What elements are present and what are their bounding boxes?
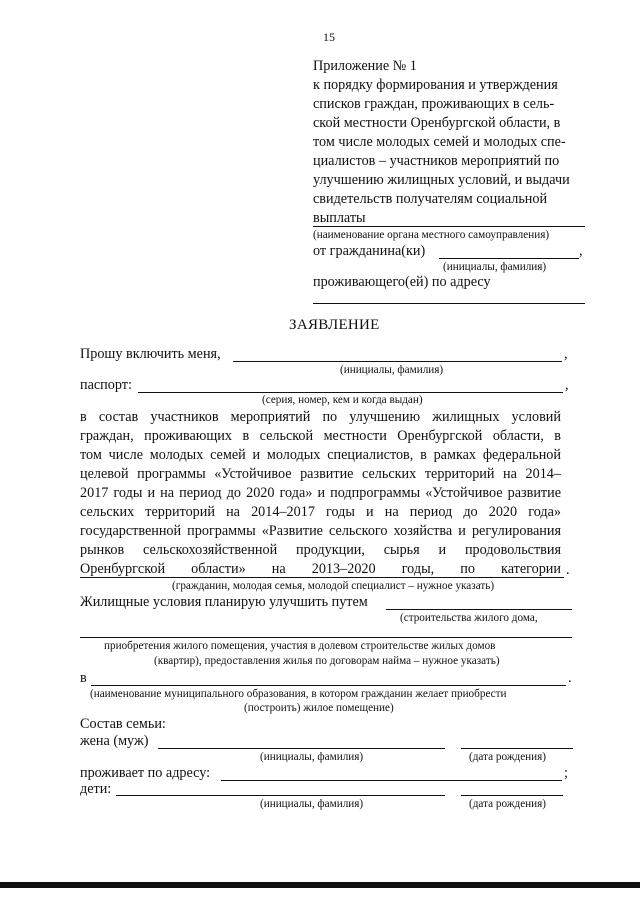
body-line: целевой программы «Устойчивое развитие сельских территорий на 2014– — [80, 466, 561, 482]
appendix-line: циалистов – участников мероприятий по — [313, 153, 560, 169]
document-title: ЗАЯВЛЕНИЕ — [289, 317, 380, 333]
body-line: граждан, проживающих в сельской местности Оренбургской области, в — [80, 428, 561, 444]
family-address-field[interactable] — [221, 780, 562, 781]
request-name-hint: (инициалы, фамилия) — [340, 364, 444, 376]
family-title: Состав семьи: — [80, 716, 166, 732]
from-label: от гражданина(ки) — [313, 243, 426, 259]
children-birth-field[interactable] — [461, 795, 563, 796]
body-line: государственной программы «Развитие сельского хозяйства и регулирования — [80, 523, 561, 539]
municipality-field[interactable] — [91, 685, 566, 686]
appendix-line: ской местности Оренбургской области, в — [313, 115, 561, 131]
org-name-hint: (наименование органа местного самоуправления) — [313, 229, 550, 241]
housing-method-field-2[interactable] — [80, 637, 572, 638]
appendix-line: улучшению жилищных условий, и выдачи — [313, 172, 570, 188]
bottom-border — [0, 882, 640, 888]
body-line: рынков сельскохозяйственной продукции, сырья и продовольствия — [80, 542, 561, 558]
comma: , — [564, 346, 568, 362]
period: . — [568, 670, 572, 686]
org-name-field[interactable] — [313, 226, 585, 227]
municipality-hint: (наименование муниципального образования, в котором гражданин желает приобрести — [90, 688, 507, 700]
housing-hint: (квартир), предоставления жилья по договорам найма – нужное указать) — [154, 655, 500, 667]
passport-hint: (серия, номер, кем и когда выдан) — [262, 394, 423, 406]
appendix-line: том числе молодых семей и молодых спе- — [313, 134, 566, 150]
children-name-field[interactable] — [116, 795, 445, 796]
applicant-name-hint: (инициалы, фамилия) — [443, 261, 547, 273]
appendix-line: Приложение № 1 — [313, 58, 417, 74]
request-name-field[interactable] — [233, 361, 562, 362]
appendix-line: к порядку формирования и утверждения — [313, 77, 558, 93]
category-field[interactable] — [80, 577, 564, 578]
body-line: в состав участников мероприятий по улучшению жилищных условий — [80, 409, 561, 425]
spouse-label: жена (муж) — [80, 733, 149, 749]
body-line: сельских территорий на 2014–2017 годы и на период до 2020 года» — [80, 504, 561, 520]
children-label: дети: — [80, 781, 112, 797]
body-line: 2017 годы и на период до 2020 года» и подпрограммы «Устойчивое развитие — [80, 485, 561, 501]
comma: , — [565, 377, 569, 393]
children-birth-hint: (дата рождения) — [469, 798, 547, 810]
body-line: том числе молодых семей и молодых специалистов, в рамках федеральной — [80, 447, 561, 463]
comma: , — [579, 243, 583, 259]
period: . — [566, 562, 570, 578]
spouse-name-field[interactable] — [158, 748, 445, 749]
children-name-hint: (инициалы, фамилия) — [260, 798, 364, 810]
municipality-label: в — [80, 670, 87, 686]
request-label: Прошу включить меня, — [80, 346, 221, 362]
applicant-name-field[interactable] — [439, 258, 579, 259]
spouse-birth-field[interactable] — [461, 748, 573, 749]
housing-method-field[interactable] — [386, 609, 572, 610]
family-address-label: проживает по адресу: — [80, 765, 211, 781]
category-hint: (гражданин, молодая семья, молодой специалист – нужное указать) — [172, 580, 495, 592]
housing-label: Жилищные условия планирую улучшить путем — [80, 594, 368, 610]
semicolon: ; — [564, 765, 568, 781]
housing-hint: приобретения жилого помещения, участия в долевом строительстве жилых домов — [104, 640, 496, 652]
page-number: 15 — [323, 30, 335, 44]
applicant-address-field[interactable] — [313, 303, 585, 304]
appendix-line: свидетельств получателям социальной — [313, 191, 548, 207]
spouse-name-hint: (инициалы, фамилия) — [260, 751, 364, 763]
body-line: Оренбургской области» на 2013–2020 годы, по категории — [80, 561, 561, 577]
appendix-line: списков граждан, проживающих в сель- — [313, 96, 555, 112]
address-label: проживающего(ей) по адресу — [313, 274, 491, 290]
municipality-hint: (построить) жилое помещение) — [244, 702, 394, 714]
spouse-birth-hint: (дата рождения) — [469, 751, 547, 763]
passport-label: паспорт: — [80, 377, 132, 393]
appendix-line: выплаты — [313, 210, 366, 226]
passport-field[interactable] — [138, 392, 563, 393]
housing-hint: (строительства жилого дома, — [400, 612, 538, 624]
